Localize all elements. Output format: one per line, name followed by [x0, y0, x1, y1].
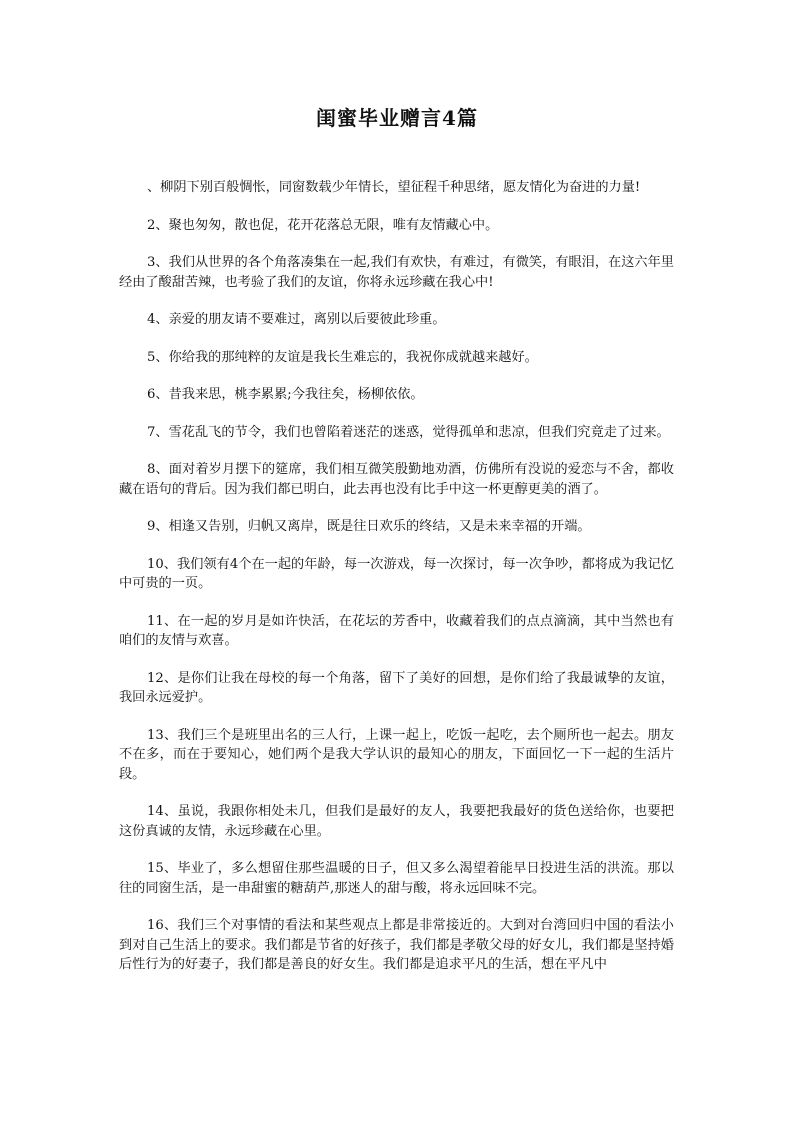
document-title: 闺蜜毕业赠言4篇	[316, 106, 478, 130]
paragraph-16: 16、我们三个对事情的看法和某些观点上都是非常接近的。大到对台湾回归中国的看法小到对自己生活上的要求。我们都是节省的好孩子，我们都是孝敬父母的好女儿，我们都是坚持婚后性行为的好妻子，我们都是善良的好女生。我们都是追求平凡的生活，想在平凡中	[119, 918, 674, 972]
paragraph-10: 10、我们领有4个在一起的年龄，每一次游戏，每一次探讨，每一次争吵，都将成为我记忆中可贵的一页。	[119, 556, 674, 591]
paragraph-9: 9、相逢又告别，归帆又离岸，既是往日欢乐的终结，又是未来幸福的开端。	[147, 519, 591, 534]
paragraph-8: 8、面对着岁月摆下的筵席，我们相互微笑殷勤地劝酒，仿佛所有没说的爱恋与不舍，都收藏在语句的背后。因为我们都已明白，此去再也没有比手中这一杯更醇更美的酒了。	[119, 462, 674, 497]
paragraph-6: 6、昔我来思，桃李累累;今我往矣，杨柳依依。	[147, 387, 424, 402]
document-body	[119, 178, 674, 993]
paragraph-12: 12、是你们让我在母校的每一个角落，留下了美好的回想，是你们给了我最诚挚的友谊，我回永远爱护。	[119, 670, 674, 705]
paragraph-7: 7、雪花乱飞的节令，我们也曾陷着迷茫的迷惑，觉得孤单和悲凉，但我们究竟走了过来。	[147, 424, 670, 440]
paragraph-1: 、柳阴下别百般惆怅，同窗数载少年情长，望征程千种思绪，愿友情化为奋进的力量!	[147, 180, 641, 195]
paragraph-15: 15、毕业了，多么想留住那些温暖的日子，但又多么渴望着能早日投进生活的洪流。那以往的同窗生活，是一串甜蜜的糖葫芦,那迷人的甜与酸，将永远回味不完。	[119, 861, 674, 896]
paragraph-5: 5、你给我的那纯粹的友谊是我长生难忘的，我祝你成就越来越好。	[147, 349, 538, 365]
paragraph-13: 13、我们三个是班里出名的三人行，上课一起上，吃饭一起吃，去个厕所也一起去。朋友不在多，而在于要知心，她们两个是我大学认识的最知心的朋友，下面回忆一下一起的生活片段。	[119, 727, 674, 782]
paragraph-4: 4、亲爱的朋友请不要难过，离别以后要彼此珍重。	[147, 312, 446, 327]
paragraph-2: 2、聚也匆匆，散也促，花开花落总无限，唯有友情藏心中。	[147, 217, 499, 233]
paragraph-14: 14、虽说，我跟你相处未几，但我们是最好的友人，我要把我最好的货色送给你，也要把这份真诚的友情，永远珍藏在心里。	[119, 804, 674, 839]
paragraph-3: 3、我们从世界的各个角落凑集在一起,我们有欢快，有难过，有微笑，有眼泪，在这六年里经由了酸甜苦辣，也考验了我们的友谊，你将永远珍藏在我心中!	[119, 255, 674, 290]
paragraph-11: 11、在一起的岁月是如许快活，在花坛的芳香中，收藏着我们的点点滴滴，其中当然也有咱们的友情与欢喜。	[119, 613, 674, 648]
